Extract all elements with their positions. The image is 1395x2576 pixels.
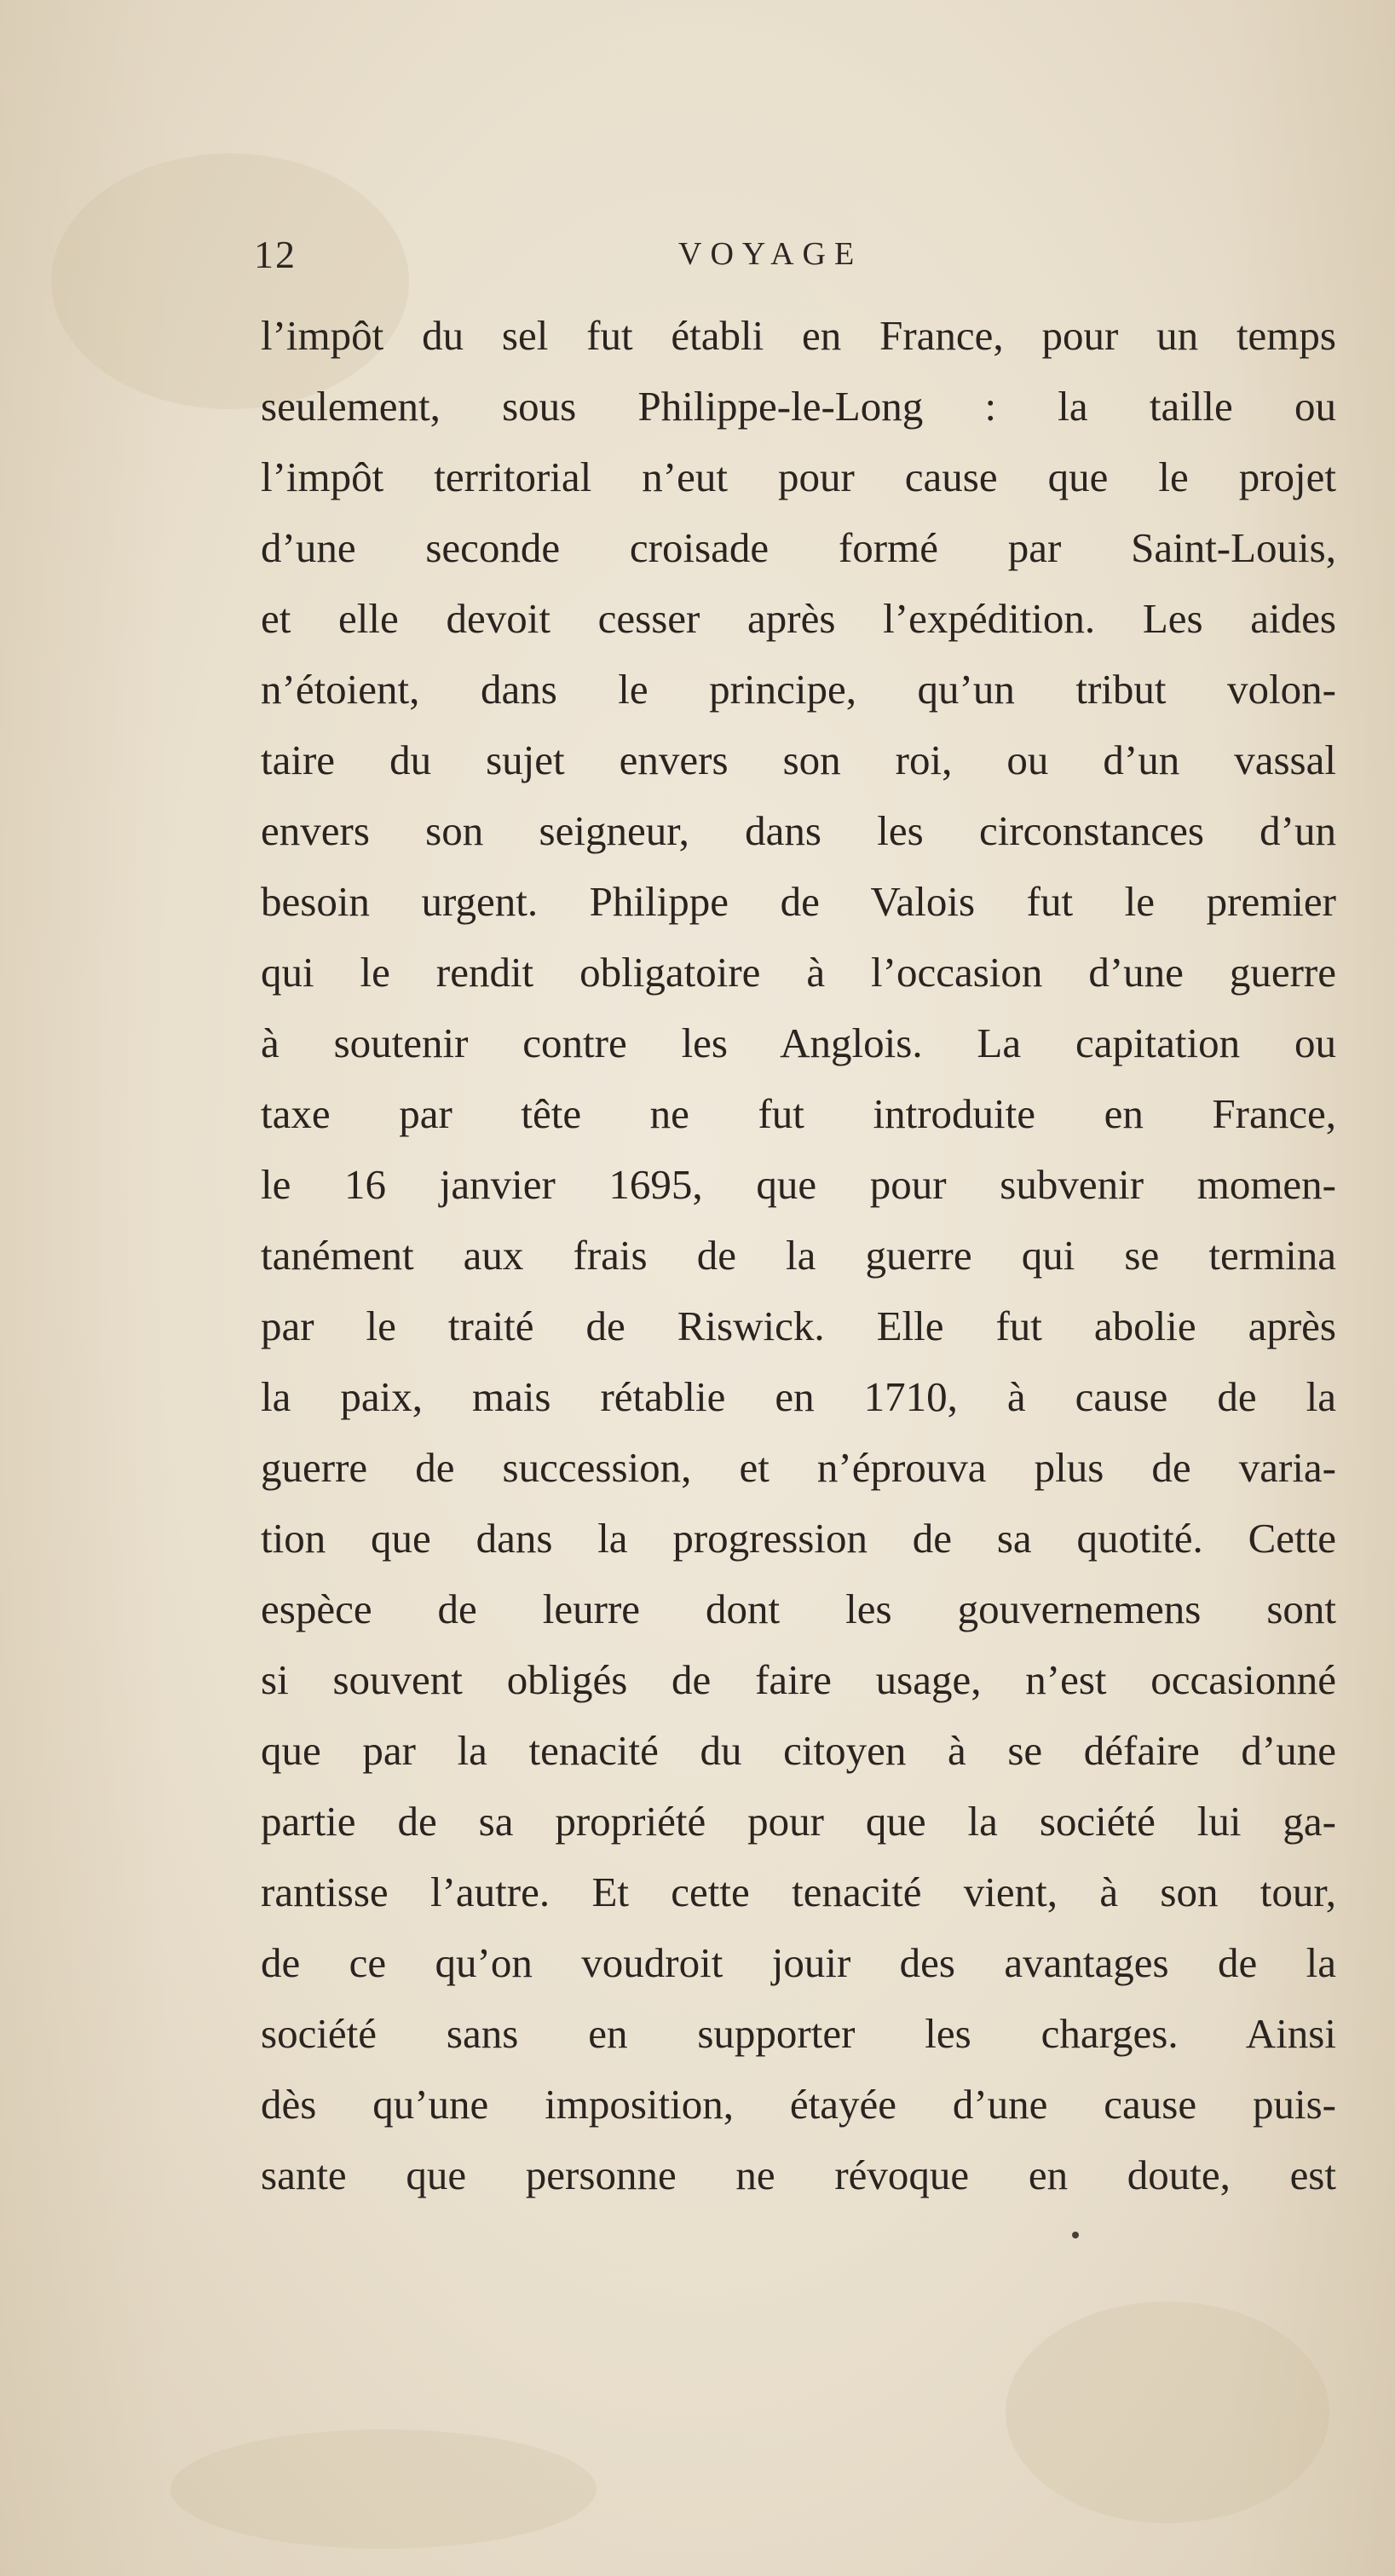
running-title: VOYAGE bbox=[678, 236, 863, 272]
text-line: à soutenir contre les Anglois. La capitation ou bbox=[261, 1019, 1336, 1066]
text-line: que par la tenacité du citoyen à se défaire d’une bbox=[261, 1727, 1336, 1774]
ink-speck bbox=[1072, 2232, 1079, 2238]
text-line: l’impôt du sel fut établi en France, pour un temps bbox=[261, 312, 1336, 359]
text-line: envers son seigneur, dans les circonstances d’un bbox=[261, 807, 1336, 854]
text-line: l’impôt territorial n’eut pour cause que le projet bbox=[261, 453, 1336, 500]
text-line: espèce de leurre dont les gouvernemens sont bbox=[261, 1585, 1336, 1632]
paper-stain bbox=[1006, 2302, 1329, 2523]
text-line: qui le rendit obligatoire à l’occasion d’une guerre bbox=[261, 949, 1336, 996]
paper-stain bbox=[170, 2429, 597, 2549]
page-header bbox=[254, 232, 1225, 283]
text-line: rantisse l’autre. Et cette tenacité vient, à son tour, bbox=[261, 1868, 1336, 1915]
text-line: n’étoient, dans le principe, qu’un tribut volon- bbox=[261, 666, 1336, 713]
text-line: tanément aux frais de la guerre qui se termina bbox=[261, 1232, 1336, 1279]
body-text bbox=[261, 300, 1336, 2210]
text-line: dès qu’une imposition, étayée d’une cause puis- bbox=[261, 2081, 1336, 2128]
text-line: par le traité de Riswick. Elle fut abolie après bbox=[261, 1302, 1336, 1349]
text-line: de ce qu’on voudroit jouir des avantages de la bbox=[261, 1939, 1336, 1986]
text-line: la paix, mais rétablie en 1710, à cause de la bbox=[261, 1373, 1336, 1420]
text-line: partie de sa propriété pour que la société lui ga- bbox=[261, 1798, 1336, 1845]
text-line: sante que personne ne révoque en doute, est bbox=[261, 2151, 1336, 2198]
text-line: besoin urgent. Philippe de Valois fut le premier bbox=[261, 878, 1336, 925]
text-line: et elle devoit cesser après l’expédition. Les aides bbox=[261, 595, 1336, 642]
text-line: guerre de succession, et n’éprouva plus de varia- bbox=[261, 1444, 1336, 1491]
text-line: seulement, sous Philippe-le-Long : la taille ou bbox=[261, 383, 1336, 430]
text-line: taire du sujet envers son roi, ou d’un vassal bbox=[261, 736, 1336, 783]
text-line: taxe par tête ne fut introduite en France, bbox=[261, 1090, 1336, 1137]
text-line: société sans en supporter les charges. Ainsi bbox=[261, 2010, 1336, 2057]
text-line: d’une seconde croisade formé par Saint-Louis, bbox=[261, 524, 1336, 571]
text-line: si souvent obligés de faire usage, n’est occasionné bbox=[261, 1656, 1336, 1703]
text-line: tion que dans la progression de sa quotité. Cette bbox=[261, 1515, 1336, 1562]
text-line: le 16 janvier 1695, que pour subvenir momen- bbox=[261, 1161, 1336, 1208]
page-number: 12 bbox=[254, 233, 297, 276]
